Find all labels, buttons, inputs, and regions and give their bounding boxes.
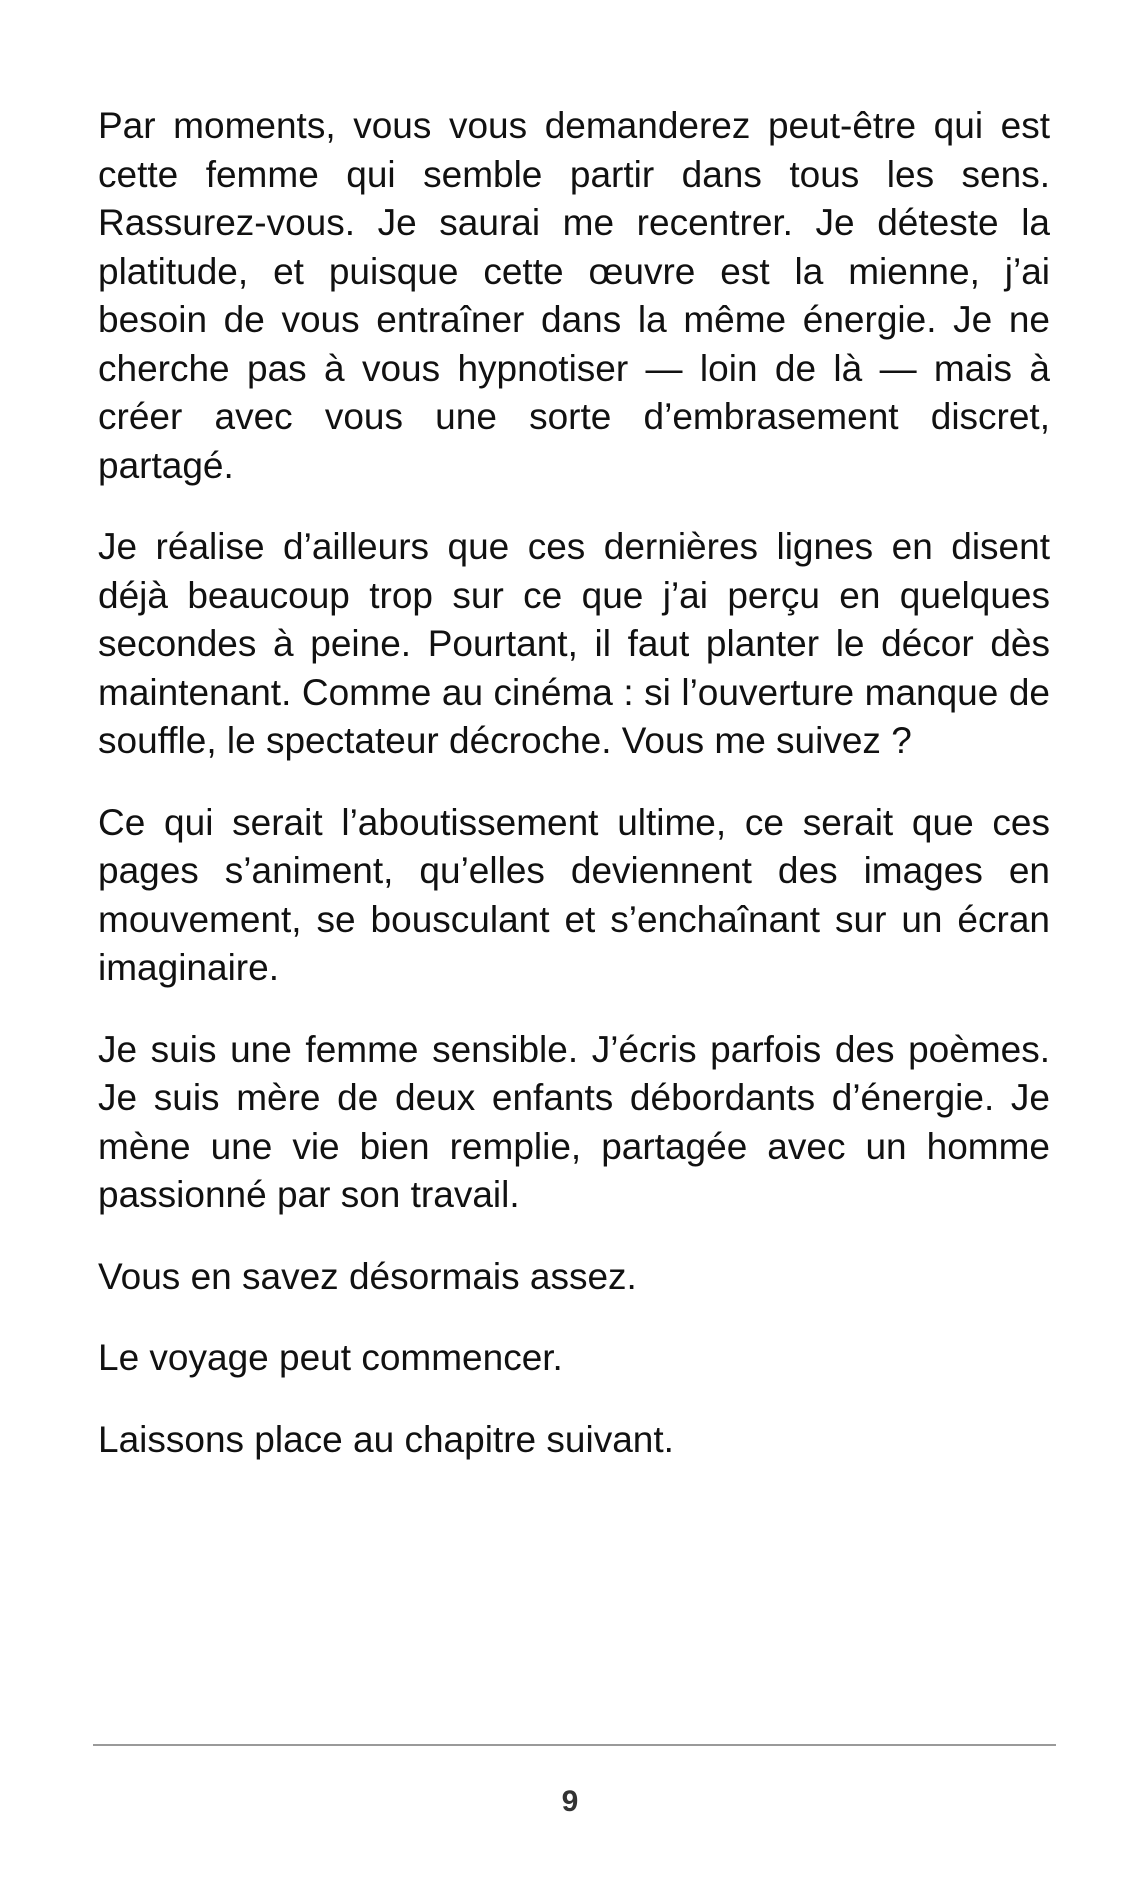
page-body [98, 102, 1050, 1497]
footer-divider [93, 1744, 1056, 1746]
page-number: 9 [561, 1785, 579, 1818]
paragraph-4: Je suis une femme sensible. J’écris parfois des poèmes. Je suis mère de deux enfants débordants d’énergie. Je mène une vie bien remplie, partagée avec un homme passionné par son travail. [98, 1028, 1050, 1215]
paragraph-1: Par moments, vous vous demanderez peut-être qui est cette femme qui semble partir dans tous les sens. Rassurez-vous. Je saurai me recentrer. Je déteste la platitude, et puisque cette œuvre est la mienne, j’ai besoin de vous entraîner dans la même énergie. Je ne cherche pas à vous hypnotiser — loin de là — mais à créer avec vous une sorte d’embrasement discret, partagé. [98, 105, 1050, 486]
paragraph-2: Je réalise d’ailleurs que ces dernières lignes en disent déjà beaucoup trop sur ce que j’ai perçu en quelques secondes à peine. Pourtant, il faut planter le décor dès maintenant. Comme au cinéma : si l’ouverture manque de souffle, le spectateur décroche. Vous me suivez ? [98, 526, 1050, 761]
paragraph-3: Ce qui serait l’aboutissement ultime, ce serait que ces pages s’animent, qu’elles deviennent des images en mouvement, se bousculant et s’enchaînant sur un écran imaginaire. [98, 801, 1050, 988]
paragraph-6: Le voyage peut commencer. [98, 1337, 563, 1378]
paragraph-5: Vous en savez désormais assez. [98, 1255, 637, 1297]
paragraph-7: Laissons place au chapitre suivant. [98, 1418, 674, 1460]
